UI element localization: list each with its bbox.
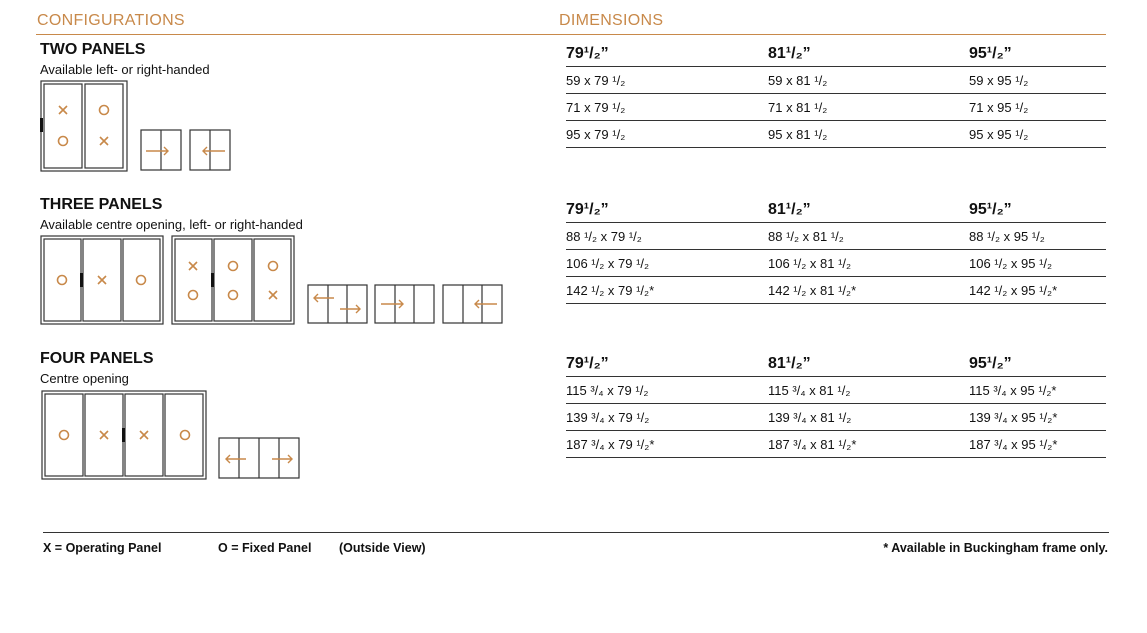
table-cell: 187 ³/₄ x 95 ¹/₂* [969, 436, 1058, 452]
table-row [566, 121, 1106, 148]
table-cell: 115 ³/₄ x 79 ¹/₂ [566, 382, 649, 398]
configurations-heading: CONFIGURATIONS [37, 12, 185, 29]
table-cell: 71 x 79 ¹/₂ [566, 99, 626, 115]
column-header: 81¹/₂” [768, 355, 811, 372]
column-header: 79¹/₂” [566, 45, 609, 62]
column-header: 79¹/₂” [566, 201, 609, 218]
table-cell: 88 ¹/₂ x 81 ¹/₂ [768, 228, 844, 244]
footnote: * Available in Buckingham frame only. [883, 541, 1108, 555]
table-cell: 106 ¹/₂ x 81 ¹/₂ [768, 255, 852, 271]
table-cell: 106 ¹/₂ x 95 ¹/₂ [969, 255, 1053, 271]
column-header: 79¹/₂” [566, 355, 609, 372]
legend-divider [43, 532, 1109, 533]
table-row [566, 404, 1106, 431]
table-cell: 142 ¹/₂ x 95 ¹/₂* [969, 282, 1058, 298]
dimensions-heading: DIMENSIONS [559, 12, 664, 29]
table-cell: 187 ³/₄ x 81 ¹/₂* [768, 436, 857, 452]
table-cell: 139 ³/₄ x 79 ¹/₂ [566, 409, 650, 425]
table-header [566, 37, 1106, 67]
table-cell: 71 x 95 ¹/₂ [969, 99, 1029, 115]
table-cell: 187 ³/₄ x 79 ¹/₂* [566, 436, 655, 452]
config-subtitle: Centre opening [40, 371, 129, 386]
column-header: 81¹/₂” [768, 45, 811, 62]
table-row [566, 223, 1106, 250]
table-cell: 106 ¹/₂ x 79 ¹/₂ [566, 255, 650, 271]
config-title: FOUR PANELS [40, 350, 154, 367]
table-cell: 88 ¹/₂ x 79 ¹/₂ [566, 228, 642, 244]
four-panel-diagrams [40, 389, 304, 483]
config-subtitle: Available centre opening, left- or right-handed [40, 217, 303, 232]
column-header: 95¹/₂” [969, 355, 1012, 372]
table-header [566, 347, 1106, 377]
table-cell: 142 ¹/₂ x 81 ¹/₂* [768, 282, 857, 298]
table-cell: 95 x 79 ¹/₂ [566, 126, 626, 142]
config-four-panels [40, 350, 153, 386]
table-header [566, 193, 1106, 223]
table-row [566, 67, 1106, 94]
table-cell: 95 x 95 ¹/₂ [969, 126, 1029, 142]
table-cell: 59 x 81 ¹/₂ [768, 72, 828, 88]
dimensions-table-four-panels [566, 347, 1106, 458]
column-header: 81¹/₂” [768, 201, 811, 218]
table-cell: 59 x 95 ¹/₂ [969, 72, 1029, 88]
heading-divider [36, 34, 1106, 35]
legend-fixed: O = Fixed Panel [218, 541, 312, 555]
table-cell: 88 ¹/₂ x 95 ¹/₂ [969, 228, 1045, 244]
config-title: THREE PANELS [40, 196, 163, 213]
config-subtitle: Available left- or right-handed [40, 62, 210, 77]
table-cell: 115 ³/₄ x 95 ¹/₂* [969, 382, 1057, 398]
table-cell: 59 x 79 ¹/₂ [566, 72, 626, 88]
table-row [566, 250, 1106, 277]
dimensions-table-three-panels [566, 193, 1106, 304]
table-cell: 71 x 81 ¹/₂ [768, 99, 828, 115]
table-row [566, 94, 1106, 121]
dimensions-table-two-panels [566, 37, 1106, 148]
table-row [566, 277, 1106, 304]
table-cell: 139 ³/₄ x 95 ¹/₂* [969, 409, 1058, 425]
legend-operating: X = Operating Panel [43, 541, 162, 555]
column-header: 95¹/₂” [969, 45, 1012, 62]
config-title: TWO PANELS [40, 41, 146, 58]
table-row [566, 431, 1106, 458]
table-cell: 139 ³/₄ x 81 ¹/₂ [768, 409, 852, 425]
three-panel-diagrams [40, 235, 510, 327]
table-cell: 95 x 81 ¹/₂ [768, 126, 828, 142]
table-row [566, 377, 1106, 404]
two-panel-diagrams [40, 80, 240, 174]
config-two-panels [40, 41, 210, 77]
table-cell: 115 ³/₄ x 81 ¹/₂ [768, 382, 851, 398]
config-three-panels [40, 196, 303, 232]
legend-view: (Outside View) [339, 541, 426, 555]
column-header: 95¹/₂” [969, 201, 1012, 218]
table-cell: 142 ¹/₂ x 79 ¹/₂* [566, 282, 655, 298]
